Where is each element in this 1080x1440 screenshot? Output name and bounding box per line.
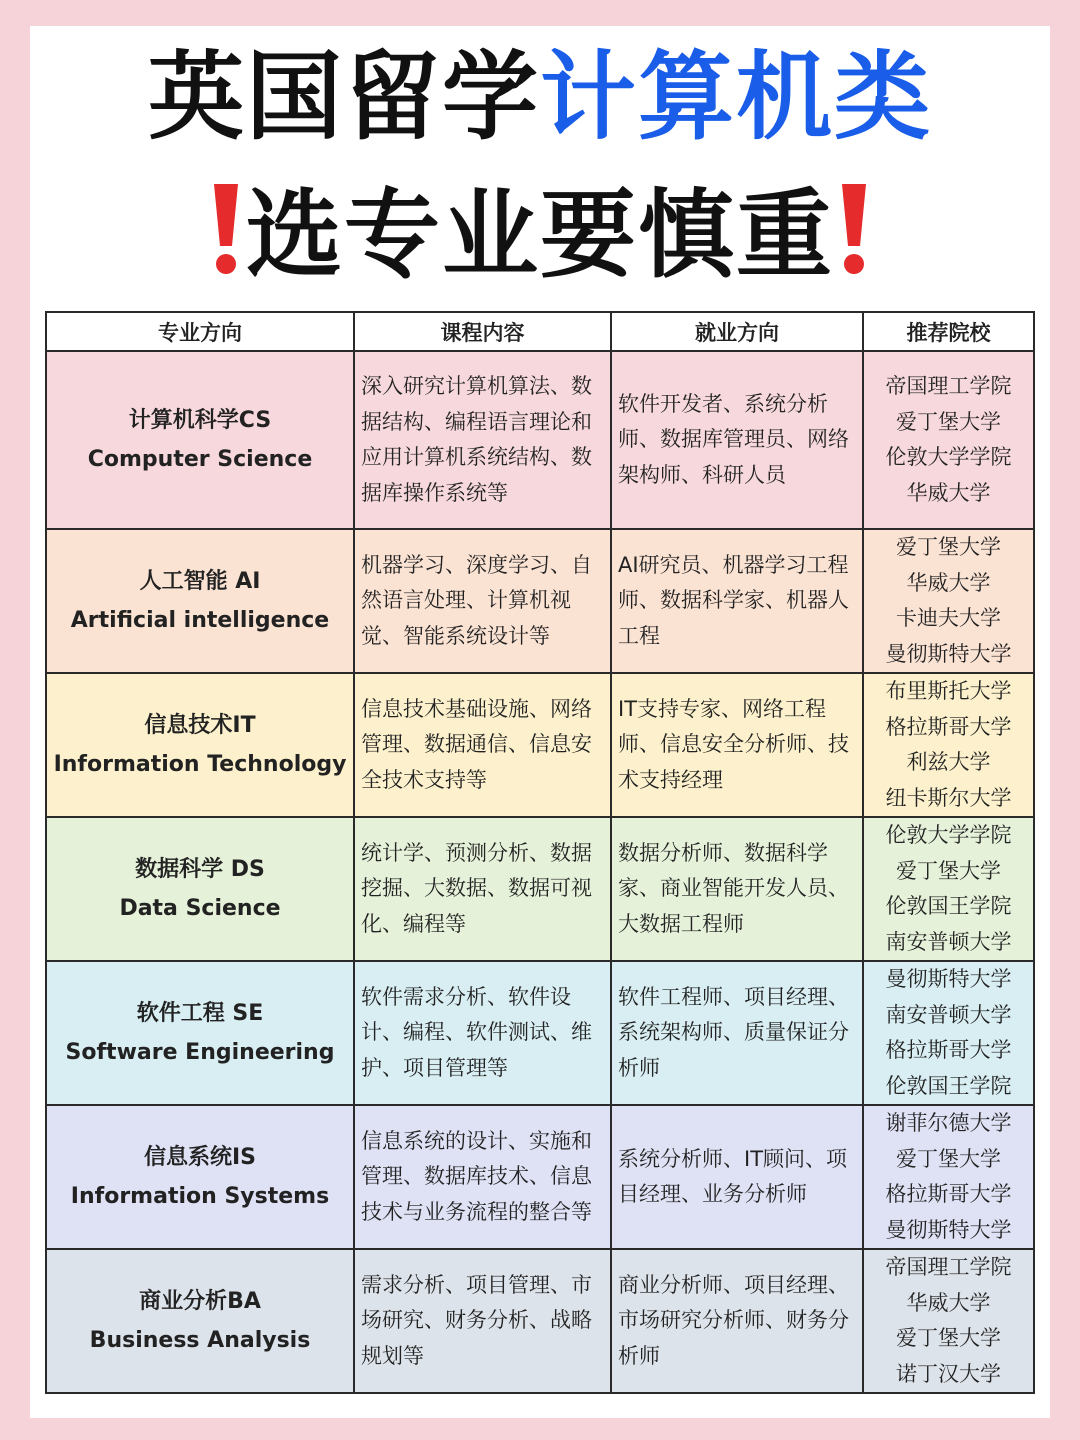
- recommended-schools-cell: [863, 961, 1034, 1105]
- career-direction-cell: 数据分析师、数据科学家、商业智能开发人员、大数据工程师: [611, 817, 863, 961]
- school-name: 卡迪夫大学: [896, 606, 1001, 630]
- school-name: 华威大学: [906, 480, 991, 505]
- career-direction-cell: AI研究员、机器学习工程师、数据科学家、机器人工程: [611, 529, 863, 673]
- table-header-row: [46, 312, 1034, 351]
- school-name: 南安普顿大学: [885, 929, 1012, 954]
- table-row: [46, 529, 1034, 673]
- table-row: [46, 817, 1034, 961]
- table-row: [46, 351, 1034, 529]
- major-name-en: Data Science: [119, 896, 281, 921]
- major-name-cn: 数据科学 DS: [135, 857, 265, 882]
- course-content-cell: 信息系统的设计、实施和管理、数据库技术、信息技术与业务流程的整合等: [354, 1105, 611, 1249]
- school-name: 伦敦大学学院: [885, 445, 1012, 469]
- major-name-cn: 软件工程 SE: [136, 1001, 264, 1026]
- recommended-schools-cell: [863, 817, 1034, 961]
- major-cell: [46, 351, 354, 529]
- major-name-en: Business Analysis: [89, 1328, 311, 1353]
- school-name: 爱丁堡大学: [896, 858, 1001, 883]
- table-row: [46, 961, 1034, 1105]
- major-cell: [46, 1105, 354, 1249]
- recommended-schools-cell: [863, 1105, 1034, 1249]
- recommended-schools-cell: [863, 529, 1034, 673]
- course-content-cell: 深入研究计算机算法、数据结构、编程语言理论和应用计算机系统结构、数据库操作系统等: [354, 351, 611, 529]
- recommended-schools-cell: [863, 351, 1034, 529]
- career-direction-cell: 软件工程师、项目经理、系统架构师、质量保证分析师: [611, 961, 863, 1105]
- career-direction-cell: 商业分析师、项目经理、市场研究分析师、财务分析师: [611, 1249, 863, 1393]
- table-row: [46, 673, 1034, 817]
- school-name: 布里斯托大学: [885, 679, 1012, 703]
- school-name: 南安普顿大学: [885, 1002, 1012, 1027]
- title-black-part: 英国留学: [148, 41, 540, 153]
- major-comparison-table: [45, 311, 1035, 1394]
- title-line-2-text: 选专业要慎重: [246, 179, 834, 291]
- school-name: 谢菲尔德大学: [885, 1111, 1012, 1135]
- major-cell: [46, 817, 354, 961]
- school-name: 伦敦国王学院: [885, 894, 1012, 918]
- major-name-cn: 计算机科学CS: [128, 408, 272, 433]
- course-content-cell: 软件需求分析、软件设计、编程、软件测试、维护、项目管理等: [354, 961, 611, 1105]
- major-name-en: Information Systems: [70, 1184, 330, 1209]
- major-cell: [46, 529, 354, 673]
- school-name: 格拉斯哥大学: [885, 1038, 1012, 1062]
- table-row: [46, 1249, 1034, 1393]
- school-name: 华威大学: [906, 1290, 991, 1315]
- school-name: 帝国理工学院: [885, 1255, 1012, 1279]
- header-careers: 就业方向: [611, 312, 863, 351]
- major-cell: [46, 1249, 354, 1393]
- major-cell: [46, 961, 354, 1105]
- school-name: 爱丁堡大学: [896, 1146, 1001, 1171]
- career-direction-cell: IT支持专家、网络工程师、信息安全分析师、技术支持经理: [611, 673, 863, 817]
- school-name: 曼彻斯特大学: [885, 641, 1012, 666]
- school-name: 华威大学: [906, 570, 991, 595]
- title-line-2: [0, 180, 1080, 290]
- recommended-schools-cell: [863, 1249, 1034, 1393]
- career-direction-cell: 软件开发者、系统分析师、数据库管理员、网络架构师、科研人员: [611, 351, 863, 529]
- school-name: 利兹大学: [906, 750, 991, 774]
- school-name: 帝国理工学院: [885, 374, 1012, 398]
- major-name-cn: 人工智能 AI: [139, 569, 261, 594]
- recommended-schools-cell: [863, 673, 1034, 817]
- major-cell: [46, 673, 354, 817]
- school-name: 曼彻斯特大学: [885, 1217, 1012, 1242]
- header-major: 专业方向: [46, 312, 354, 351]
- course-content-cell: 机器学习、深度学习、自然语言处理、计算机视觉、智能系统设计等: [354, 529, 611, 673]
- course-content-cell: 信息技术基础设施、网络管理、数据通信、信息安全技术支持等: [354, 673, 611, 817]
- school-name: 伦敦大学学院: [885, 823, 1012, 847]
- major-name-en: Computer Science: [87, 447, 313, 472]
- major-name-en: Information Technology: [53, 752, 347, 777]
- school-name: 爱丁堡大学: [896, 535, 1001, 559]
- course-content-cell: 统计学、预测分析、数据挖掘、大数据、数据可视化、编程等: [354, 817, 611, 961]
- school-name: 爱丁堡大学: [896, 1326, 1001, 1350]
- school-name: 格拉斯哥大学: [885, 1182, 1012, 1206]
- school-name: 伦敦国王学院: [885, 1073, 1012, 1098]
- header-schools: 推荐院校: [863, 312, 1034, 351]
- career-direction-cell: 系统分析师、IT顾问、项目经理、业务分析师: [611, 1105, 863, 1249]
- school-name: 格拉斯哥大学: [885, 714, 1012, 739]
- header-courses: 课程内容: [354, 312, 611, 351]
- red-exclamation-icon: [834, 180, 874, 276]
- school-name: 诺丁汉大学: [896, 1361, 1001, 1386]
- major-name-en: Artificial intelligence: [70, 608, 330, 633]
- school-name: 曼彻斯特大学: [885, 967, 1012, 991]
- school-name: 爱丁堡大学: [896, 409, 1001, 434]
- course-content-cell: 需求分析、项目管理、市场研究、财务分析、战略规划等: [354, 1249, 611, 1393]
- title-line-1: [0, 42, 1080, 152]
- school-name: 纽卡斯尔大学: [885, 785, 1012, 810]
- table-row: [46, 1105, 1034, 1249]
- major-name-cn: 信息技术IT: [144, 713, 256, 738]
- title-blue-part: 计算机类: [540, 41, 932, 153]
- red-exclamation-icon: [206, 180, 246, 276]
- major-name-cn: 商业分析BA: [139, 1289, 261, 1314]
- major-name-en: Software Engineering: [65, 1040, 335, 1065]
- major-name-cn: 信息系统IS: [143, 1145, 257, 1170]
